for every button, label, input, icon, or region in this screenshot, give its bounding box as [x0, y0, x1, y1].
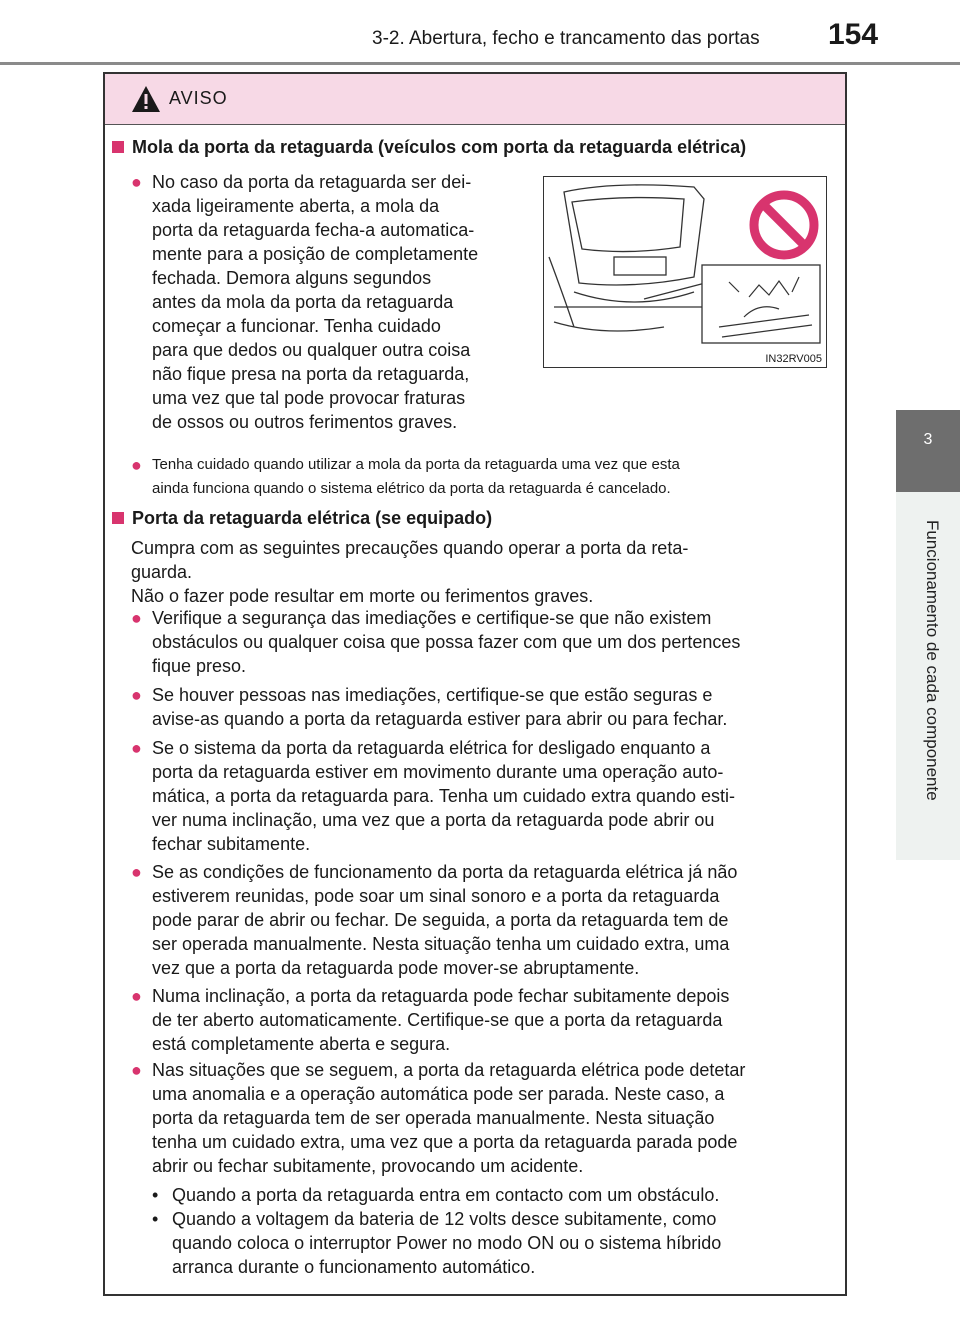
section2-bullet2: [152, 683, 840, 731]
text-line: Quando a voltagem da bateria de 12 volts desce subitamente, como: [172, 1209, 717, 1229]
bullet-dot-icon: ●: [131, 862, 142, 882]
section2-bullet5: [152, 984, 840, 1056]
section2-bullet6: [152, 1058, 840, 1178]
text-line: guarda.: [131, 562, 193, 582]
section2-subitem2: [172, 1207, 836, 1279]
text-line: avise-as quando a porta da retaguarda estiver para abrir ou para fechar.: [152, 709, 728, 729]
header-rule: [0, 62, 960, 65]
text-line: ainda funciona quando o sistema elétrico da porta da retaguarda é cancelado.: [152, 480, 671, 497]
text-line: mática, a porta da retaguarda para. Tenha um cuidado extra quando esti-: [152, 786, 736, 806]
tailgate-figure: [543, 176, 827, 368]
text-line: obstáculos ou qualquer coisa que possa fazer com que um dos pertences: [152, 632, 741, 652]
bullet-dot-icon: ●: [131, 738, 142, 758]
text-line: ser operada manualmente. Nesta situação tenha um cuidado extra, uma: [152, 934, 730, 954]
text-line: começar a funcionar. Tenha cuidado: [152, 316, 441, 336]
chapter-label: Funcionamento de cada componente: [923, 520, 942, 801]
section2-subitem1: [172, 1183, 836, 1207]
text-line: quando coloca o interruptor Power no modo ON ou o sistema híbrido: [172, 1233, 722, 1253]
text-line: porta da retaguarda fecha-a automatica-: [152, 220, 475, 240]
text-line: para que dedos ou qualquer outra coisa: [152, 340, 471, 360]
text-line: arranca durante o funcionamento automático.: [172, 1257, 536, 1277]
text-line: Se o sistema da porta da retaguarda elétrica for desligado enquanto a: [152, 738, 711, 758]
text-line: ver numa inclinação, uma vez que a porta da retaguarda pode abrir ou: [152, 810, 715, 830]
text-line: uma anomalia e a operação automática pode ser parada. Neste caso, a: [152, 1084, 725, 1104]
warning-header: [105, 74, 845, 125]
text-line: uma vez que tal pode provocar fraturas: [152, 388, 466, 408]
text-line: Nas situações que se seguem, a porta da retaguarda elétrica pode detetar: [152, 1060, 746, 1080]
text-line: Não o fazer pode resultar em morte ou ferimentos graves.: [131, 586, 594, 606]
warning-label: AVISO: [169, 88, 228, 108]
text-line: de ossos ou outros ferimentos graves.: [152, 412, 458, 432]
section2-bullet4: [152, 860, 840, 980]
text-line: Quando a porta da retaguarda entra em contacto com um obstáculo.: [172, 1185, 720, 1205]
sub-bullet-icon: •: [152, 1209, 159, 1229]
text-line: tenha um cuidado extra, uma vez que a porta da retaguarda parada pode: [152, 1132, 738, 1152]
text-line: abrir ou fechar subitamente, provocando um acidente.: [152, 1156, 584, 1176]
text-line: vez que a porta da retaguarda pode mover-se abruptamente.: [152, 958, 640, 978]
text-line: porta da retaguarda estiver em movimento durante uma operação auto-: [152, 762, 724, 782]
bullet-dot-icon: ●: [131, 986, 142, 1006]
page-header-title: 3-2. Abertura, fecho e trancamento das portas: [372, 28, 760, 49]
tailgate-illustration: [544, 177, 826, 367]
section1-title-text: Mola da porta da retaguarda (veículos com porta da retaguarda elétrica): [132, 137, 747, 157]
text-line: mente para a posição de completamente: [152, 244, 479, 264]
bullet-dot-icon: ●: [131, 685, 142, 705]
warning-triangle-icon: [131, 85, 161, 113]
section-square-icon: [112, 512, 124, 524]
text-line: No caso da porta da retaguarda ser dei-: [152, 172, 472, 192]
page-number: 154: [828, 18, 879, 51]
text-line: Se houver pessoas nas imediações, certifique-se que estão seguras e: [152, 685, 713, 705]
text-line: de ter aberto automaticamente. Certifique-se que a porta da retaguarda: [152, 1010, 723, 1030]
sub-bullet-icon: •: [152, 1185, 159, 1205]
section2-title: [112, 508, 492, 529]
section2-title-text: Porta da retaguarda elétrica (se equipado): [132, 508, 493, 528]
text-line: não fique presa na porta da retaguarda,: [152, 364, 470, 384]
section-square-icon: [112, 141, 124, 153]
text-line: está completamente aberta e segura.: [152, 1034, 451, 1054]
text-line: pode parar de abrir ou fechar. De seguida, a porta da retaguarda tem de: [152, 910, 729, 930]
chapter-tab: 3: [896, 410, 960, 492]
text-line: antes da mola da porta da retaguarda: [152, 292, 454, 312]
section1-title: [112, 137, 746, 158]
text-line: Numa inclinação, a porta da retaguarda pode fechar subitamente depois: [152, 986, 730, 1006]
section2-bullet3: [152, 736, 840, 856]
text-line: Se as condições de funcionamento da porta da retaguarda elétrica já não: [152, 862, 738, 882]
section1-bullet2: [152, 453, 840, 501]
text-line: fechar subitamente.: [152, 834, 311, 854]
text-line: Verifique a segurança das imediações e certifique-se que não existem: [152, 608, 712, 628]
text-line: porta da retaguarda tem de ser operada manualmente. Nesta situação: [152, 1108, 715, 1128]
bullet-dot-icon: ●: [131, 172, 142, 192]
section2-intro: [131, 536, 839, 608]
text-line: Cumpra com as seguintes precauções quando operar a porta da reta-: [131, 538, 689, 558]
text-line: fique preso.: [152, 656, 247, 676]
bullet-dot-icon: ●: [131, 1060, 142, 1080]
figure-code: IN32RV005: [765, 353, 822, 365]
text-line: xada ligeiramente aberta, a mola da: [152, 196, 440, 216]
bullet-dot-icon: ●: [131, 455, 142, 475]
text-line: Tenha cuidado quando utilizar a mola da porta da retaguarda uma vez que esta: [152, 456, 680, 473]
section1-bullet1: [152, 170, 518, 434]
section2-bullet1: [152, 606, 840, 678]
text-line: estiverem reunidas, pode soar um sinal sonoro e a porta da retaguarda: [152, 886, 720, 906]
text-line: fechada. Demora alguns segundos: [152, 268, 432, 288]
bullet-dot-icon: ●: [131, 608, 142, 628]
